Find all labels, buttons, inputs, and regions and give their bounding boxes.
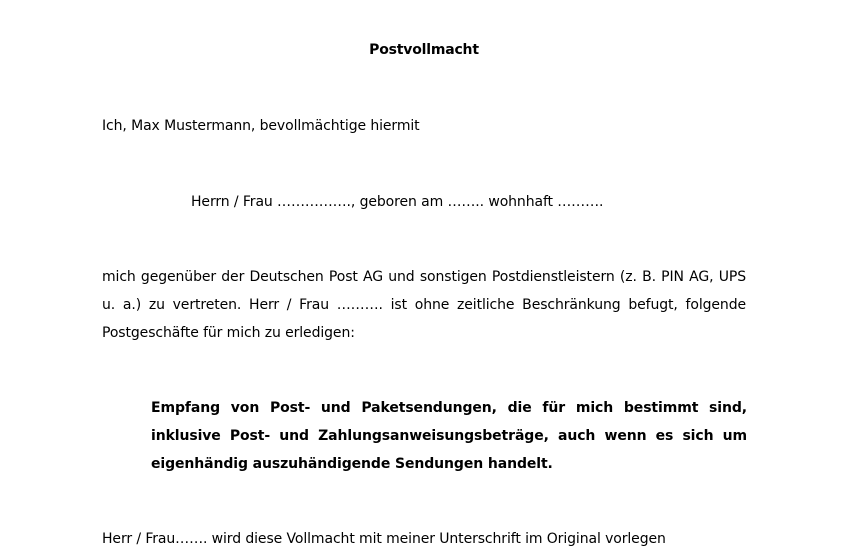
receipt-clause: Empfang von Post- und Paketsendungen, die für mich bestimmt sind, inklusive Post- und Zahlungsanweisungsbeträge, auch wenn es sich um eigenhändig auszuhändigende Sendungen handelt. [151,400,747,472]
agent-line: Herrn / Frau ……………., geboren am …….. wohnhaft ………. [191,194,604,210]
document-title: Postvollmacht [369,42,479,58]
presentation-paragraph: Herr / Frau……. wird diese Vollmacht mit meiner Unterschrift im Original vorlegen [102,531,666,547]
scope-paragraph: mich gegenüber der Deutschen Post AG und sonstigen Postdienstleistern (z. B. PIN AG, UPS u. a.) zu vertreten. Herr / Frau ………. ist ohne zeitliche Beschränkung befugt, folgende Postgeschäfte für mich zu erledigen: [102,269,746,341]
intro-line: Ich, Max Mustermann, bevollmächtige hiermit [102,118,420,134]
